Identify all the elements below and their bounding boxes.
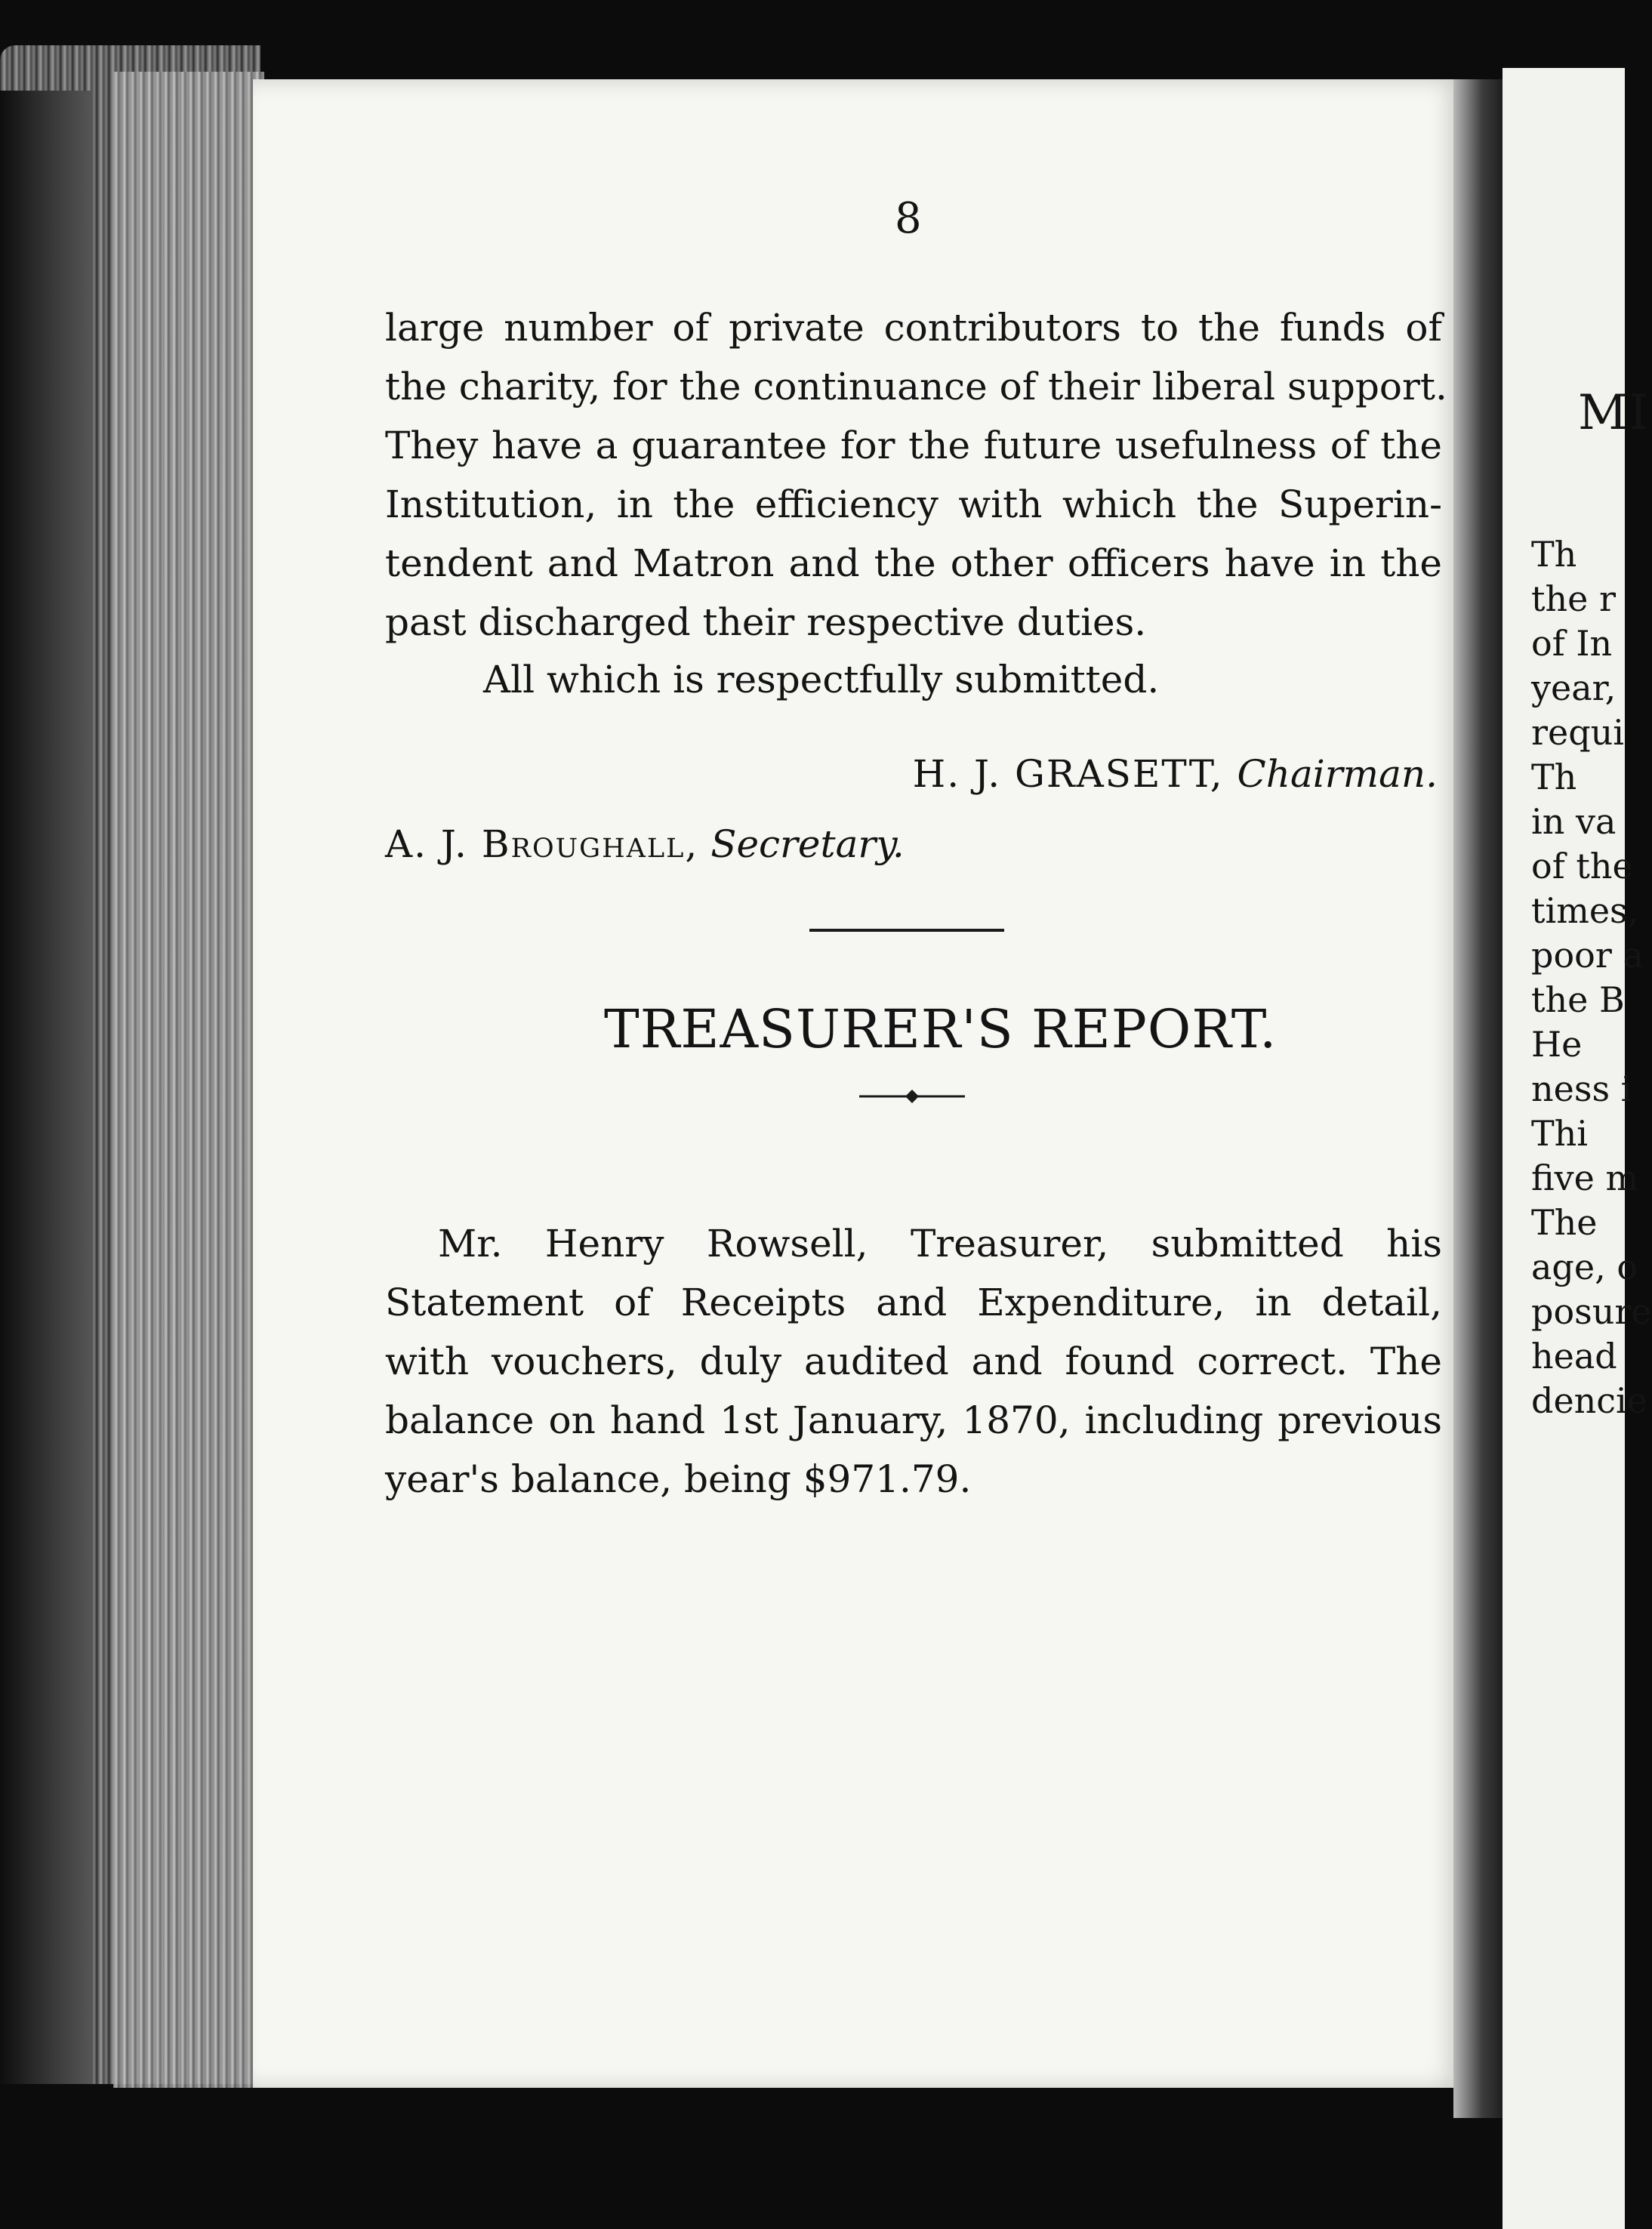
book-gutter: [1453, 79, 1506, 2118]
facing-line: of In: [1531, 623, 1613, 664]
facing-page-heading: MI: [1578, 385, 1650, 441]
facing-line: posure: [1531, 1291, 1652, 1332]
facing-line: in va: [1531, 801, 1617, 842]
facing-line: of the: [1531, 846, 1633, 886]
facing-line: requi: [1531, 712, 1624, 753]
facing-line: Thi: [1531, 1113, 1589, 1154]
text-line: with vouchers, duly audited and found correct. The: [385, 1340, 1442, 1383]
text-line: past discharged their respective duties.: [385, 600, 1147, 644]
text-line: year's balance, being $971.79.: [385, 1457, 972, 1501]
facing-line: The: [1531, 1202, 1598, 1243]
secretary-name: A. J. Broughall,: [385, 822, 699, 866]
paragraph-treasurer-report: [385, 1214, 1442, 1509]
facing-line: dencie: [1531, 1380, 1647, 1421]
facing-line: year,: [1531, 667, 1617, 708]
chairman-title: Chairman.: [1237, 752, 1438, 796]
text-line: tendent and Matron and the other officers have in the: [385, 541, 1442, 585]
ornament-divider: [859, 1087, 965, 1105]
section-title: TREASURER'S REPORT.: [604, 998, 1278, 1060]
facing-line: He: [1531, 1024, 1583, 1065]
page-stack: [113, 72, 264, 2088]
section-divider: [809, 929, 1004, 932]
chairman-name: H. J. GRASETT,: [912, 752, 1224, 796]
facing-line: age, o: [1531, 1247, 1638, 1287]
facing-line: ness i: [1531, 1068, 1632, 1109]
text-line: balance on hand 1st January, 1870, including previous: [385, 1398, 1442, 1442]
facing-page: [1503, 68, 1652, 2229]
text-line: Mr. Henry Rowsell, Treasurer, submitted his: [438, 1222, 1442, 1266]
facing-line: Th: [1531, 534, 1577, 575]
facing-line: five m: [1531, 1158, 1639, 1198]
text-line: Institution, in the efficiency with which the Superin-: [385, 482, 1442, 526]
signoff-line: All which is respectfully submitted.: [483, 658, 1160, 701]
chairman-signature: [913, 748, 1438, 800]
text-line: They have a guarantee for the future usefulness of the: [385, 424, 1442, 467]
book-cover-edge: [0, 91, 91, 2084]
facing-line: times,: [1531, 890, 1639, 931]
secretary-signature: [385, 818, 905, 871]
facing-line: the B: [1531, 979, 1625, 1020]
facing-line: poor a: [1531, 935, 1644, 976]
text-line: large number of private contributors to the funds of: [385, 306, 1442, 350]
page-number: 8: [895, 194, 922, 243]
secretary-title: Secretary.: [710, 822, 905, 866]
text-line: the charity, for the continuance of their liberal support.: [385, 365, 1447, 408]
facing-line: head: [1531, 1336, 1617, 1377]
text-line: Statement of Receipts and Expenditure, in detail,: [385, 1281, 1442, 1324]
facing-line: Th: [1531, 757, 1577, 797]
facing-page-lines: [1531, 532, 1652, 1423]
facing-line: the r: [1531, 578, 1616, 619]
paragraph-closing-remarks: [385, 298, 1447, 652]
